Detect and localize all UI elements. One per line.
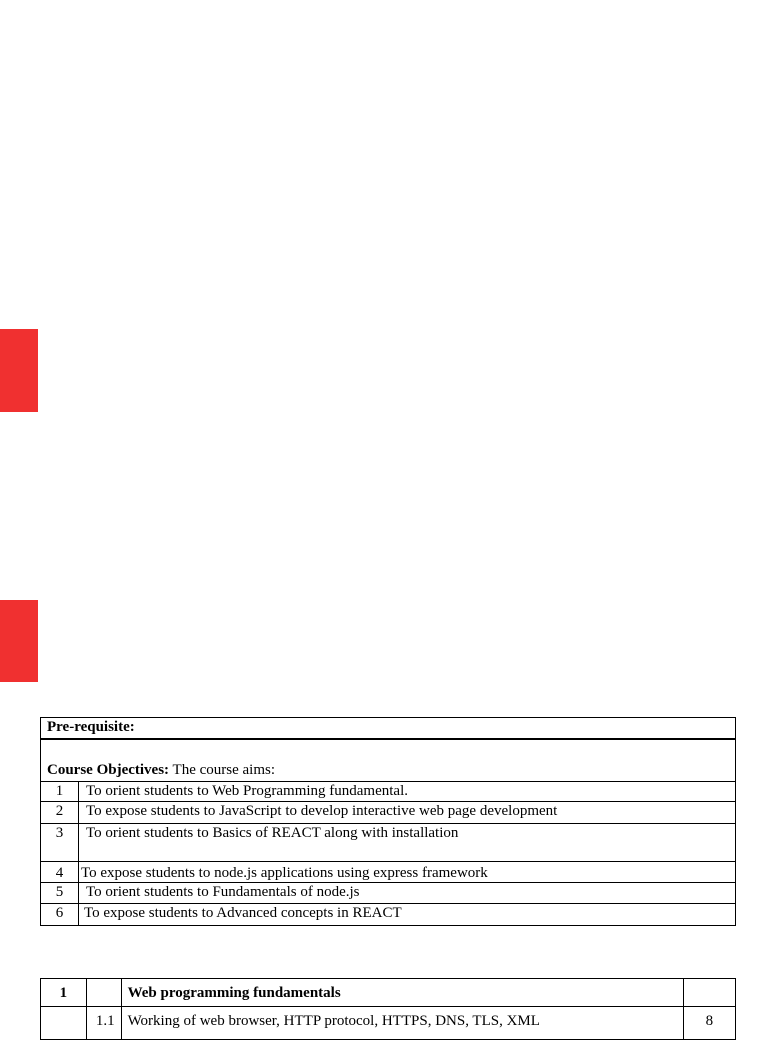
prerequisite-label: Pre-requisite:: [47, 719, 135, 735]
objective-text: To orient students to Fundamentals of node.js: [79, 883, 736, 904]
module-table: [40, 978, 736, 1040]
red-margin-bar: [0, 600, 38, 682]
objective-text: To orient students to Basics of REACT along with installation: [79, 824, 736, 862]
objective-number: 5: [41, 883, 79, 904]
module-number: 1: [59, 984, 68, 1001]
objective-row: [41, 802, 736, 824]
course-objectives-label: Course Objectives:: [47, 762, 170, 778]
prerequisite-row: [41, 718, 736, 740]
course-objectives-header-row: [41, 739, 736, 782]
objective-number: 3: [41, 824, 79, 862]
objective-row: [41, 824, 736, 862]
module-hours: 8: [683, 1007, 735, 1040]
objective-row: [41, 904, 736, 926]
module-header-row: [41, 979, 736, 1007]
red-margin-bar: [0, 329, 38, 412]
objective-text: To expose students to node.js applications using express framework: [79, 862, 736, 883]
submodule-text: Working of web browser, HTTP protocol, HTTPS, DNS, TLS, XML: [121, 1007, 683, 1040]
objective-number: 1: [41, 782, 79, 802]
submodule-number: 1.1: [86, 1007, 121, 1040]
course-objectives-table: [40, 717, 736, 926]
objective-number: 2: [41, 802, 79, 824]
objective-text: To expose students to Advanced concepts in REACT: [79, 904, 736, 926]
objective-row: [41, 782, 736, 802]
objective-text: To orient students to Web Programming fundamental.: [79, 782, 736, 802]
submodule-row: [41, 1007, 736, 1040]
course-objectives-intro: The course aims:: [172, 762, 276, 778]
objective-row: [41, 883, 736, 904]
objective-number: 6: [41, 904, 79, 926]
objective-number: 4: [41, 862, 79, 883]
objective-row: [41, 862, 736, 883]
objective-text: To expose students to JavaScript to develop interactive web page development: [79, 802, 736, 824]
module-title: Web programming fundamentals: [127, 984, 341, 1001]
